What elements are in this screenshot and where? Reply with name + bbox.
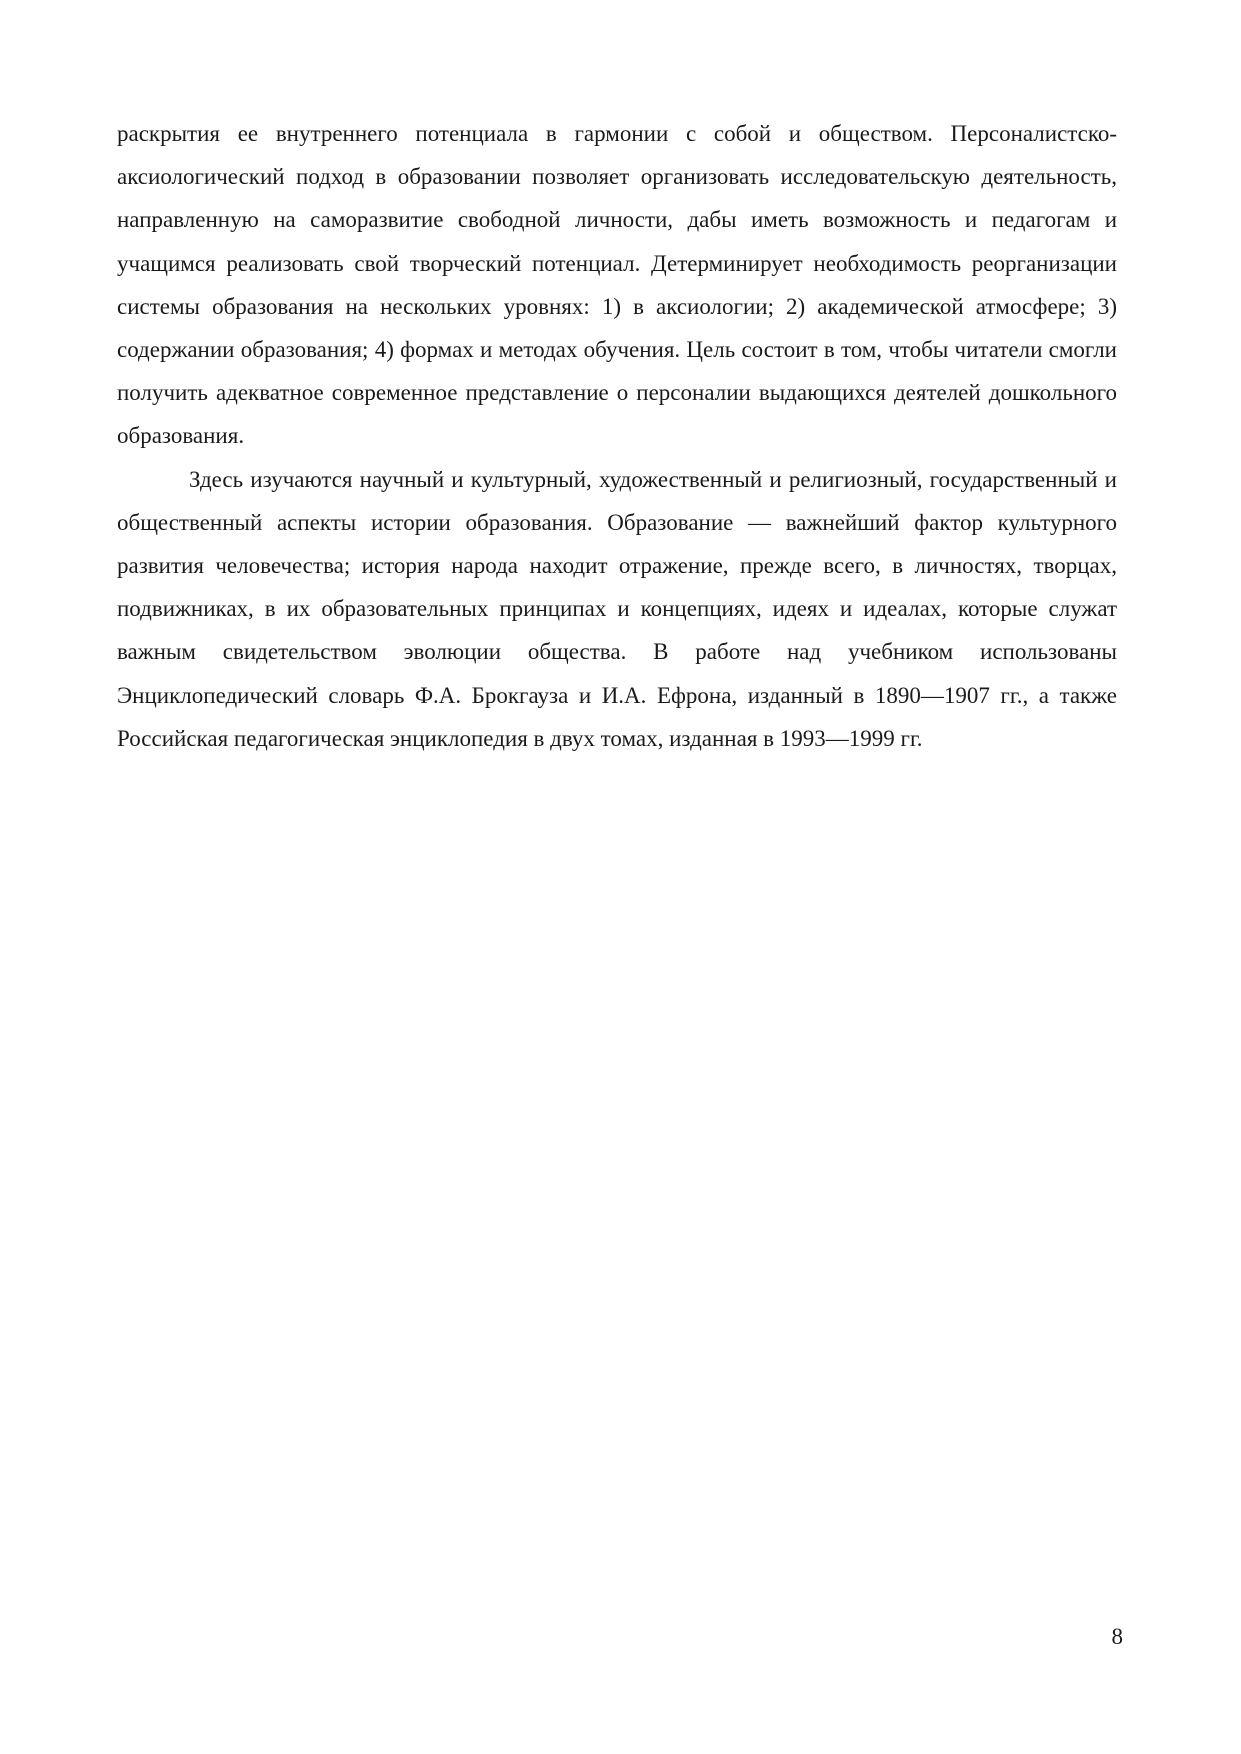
body-text bbox=[117, 112, 1117, 760]
page-number: 8 bbox=[1111, 1624, 1123, 1649]
paragraph-continuation: раскрытия ее внутреннего потенциала в гармонии с собой и обществом. Персоналистско-аксиологический подход в образовании позволяет организовать исследовательскую деятельность, направленную на саморазвитие свободной личности, дабы иметь возможность и педагогам и учащимся реализовать свой творческий потенциал. Детерминирует необходимость реорганизации системы образования на нескольких уровнях: 1) в аксиологии; 2) академической атмосфере; 3) содержании образования; 4) формах и методах обучения. Цель состоит в том, чтобы читатели смогли получить адекватное современное представление о персоналии выдающихся деятелей дошкольного образования. bbox=[117, 121, 1117, 449]
paragraph-sources: Здесь изучаются научный и культурный, художественный и религиозный, государственный и общественный аспекты истории образования. Образование — важнейший фактор культурного развития человечества; история народа находит отражение, прежде всего, в личностях, творцах, подвижниках, в их образовательных принципах и концепциях, идеях и идеалах, которые служат важным свидетельством эволюции общества. В работе над учебником использованы Энциклопедический словарь Ф.А. Брокгауза и И.А. Ефрона, изданный в 1890—1907 гг., а также Российская педагогическая энциклопедия в двух томах, изданная в 1993—1999 гг. bbox=[117, 466, 1117, 751]
